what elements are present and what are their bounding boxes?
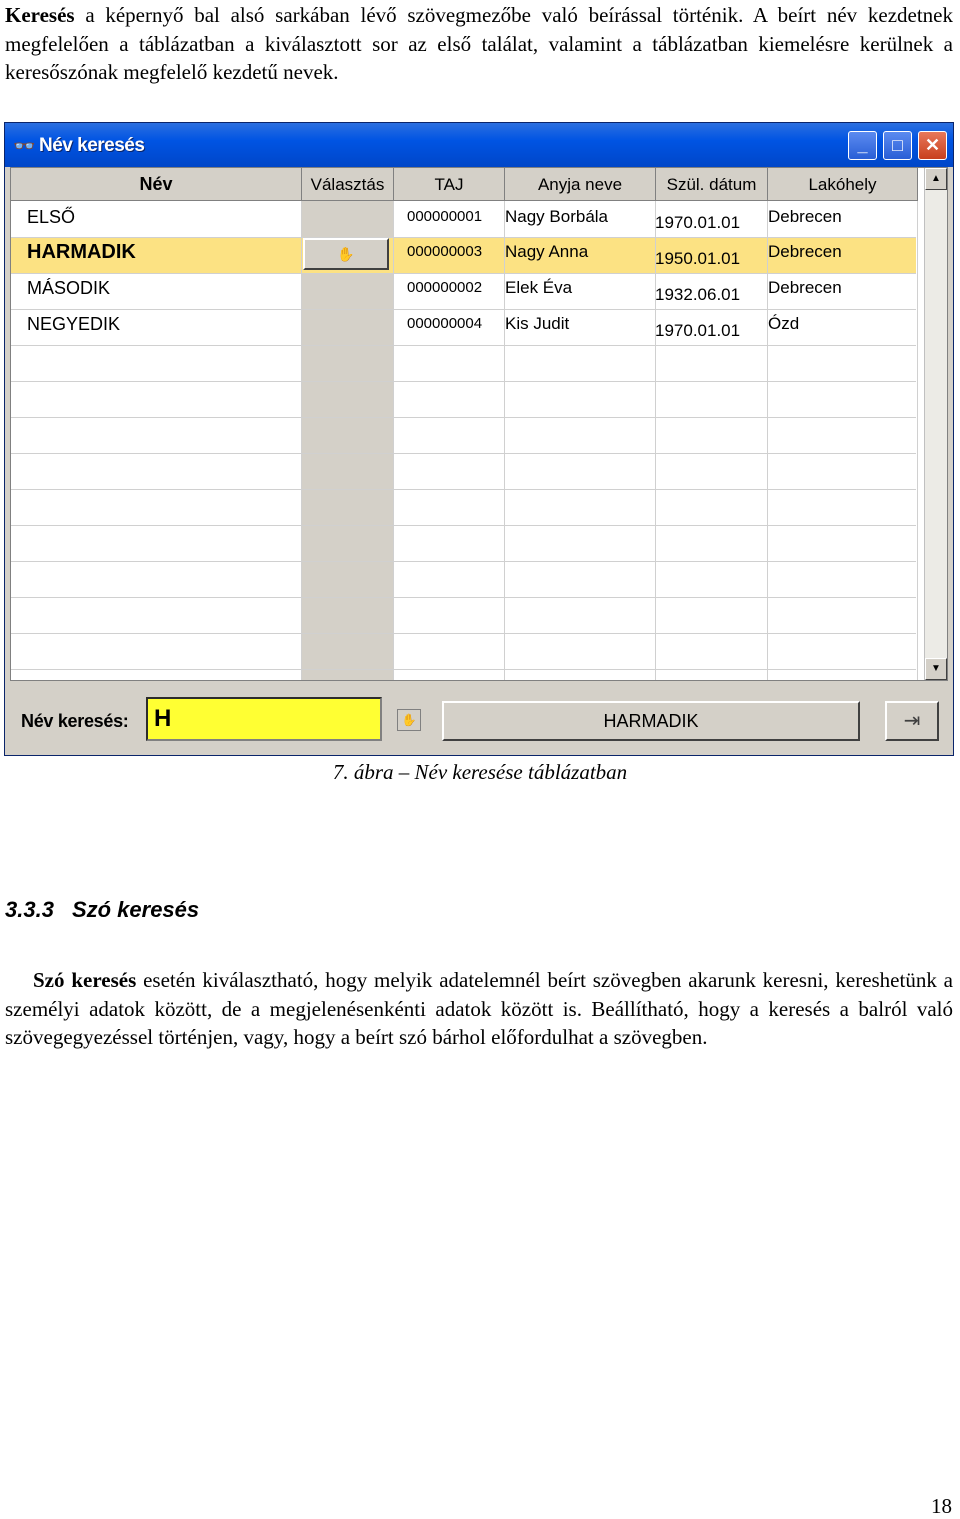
table-cell-city: Ózd	[768, 314, 800, 333]
grid-line	[11, 669, 916, 670]
column-header-taj[interactable]: TAJ	[394, 168, 505, 201]
grid-line	[917, 201, 918, 680]
grid-line	[767, 201, 768, 680]
grid-line	[393, 201, 394, 680]
page-number: 18	[931, 1494, 952, 1518]
table-cell-city: Debrecen	[768, 207, 842, 226]
grid-line	[11, 597, 916, 598]
grid-line	[11, 489, 916, 490]
grid-line	[301, 201, 302, 680]
grid-line	[11, 309, 916, 310]
exit-icon: ⇥	[903, 710, 921, 732]
section-number: 3.3.3	[5, 897, 54, 922]
table-cell-city: Debrecen	[768, 278, 842, 297]
grid-line	[655, 201, 656, 680]
table-cell-mother: Nagy Anna	[505, 242, 589, 261]
intro-paragraph	[5, 1, 953, 87]
intro-bold: Keresés	[5, 3, 75, 27]
table-cell-taj: 000000001	[407, 208, 483, 225]
window-titlebar[interactable]	[5, 123, 953, 167]
column-header-city[interactable]: Lakóhely	[768, 168, 918, 201]
table-cell-birth: 1970.01.01	[655, 321, 741, 340]
table-cell-mother: Kis Judit	[505, 314, 570, 333]
table-cell-name[interactable]: NEGYEDIK	[27, 314, 121, 334]
result-field: HARMADIK	[442, 701, 860, 741]
select-row-button[interactable]	[303, 238, 389, 270]
table-cell-mother: Elek Éva	[505, 278, 573, 297]
search-label: Név keresés:	[21, 711, 129, 731]
body-bold: Szó keresés	[33, 968, 137, 992]
body-text: esetén kiválasztható, hogy melyik adatelemnél beírt szövegben akarunk keresni, kereshetünk a személyi adatok között, de a megjelenésenkénti adatok között is. Beállítható, hogy a keresés a balról való szövegegyezéssel történjen, vagy, hogy a beírt szó bárhol előfordulhat a szövegben.	[5, 968, 953, 1049]
grid-line	[11, 633, 916, 634]
section-heading	[5, 897, 199, 923]
grid-line	[11, 345, 916, 346]
intro-text: a képernyő bal alsó sarkában lévő szövegmezőbe való beírással történik. A beírt név kezdetnek megfelelően a táblázatban a kiválasztott sor az első találat, valamint a táblázatban kiemelésre kerülnek a keresőszónak megfelelő kezdetű nevek.	[5, 3, 953, 84]
search-input[interactable]: H	[146, 697, 382, 741]
scroll-up-icon[interactable]: ▲	[925, 168, 947, 190]
table-cell-mother: Nagy Borbála	[505, 207, 609, 226]
table-cell-birth: 1950.01.01	[655, 249, 741, 268]
close-button[interactable]: ✕	[918, 131, 947, 160]
table-cell-birth: 1970.01.01	[655, 213, 741, 232]
name-search-window	[4, 122, 954, 756]
column-header-mother[interactable]: Anyja neve	[505, 168, 656, 201]
table-cell-city: Debrecen	[768, 242, 842, 261]
window-title: Név keresés	[39, 135, 145, 156]
maximize-button[interactable]: □	[883, 131, 912, 160]
column-header-name[interactable]: Név	[11, 168, 302, 201]
table-cell-birth: 1932.06.01	[655, 285, 741, 304]
table-cell-name[interactable]: MÁSODIK	[27, 278, 111, 298]
minimize-button[interactable]: _	[848, 131, 877, 160]
grid-line	[11, 273, 916, 274]
grid-line	[11, 525, 916, 526]
column-header-birth[interactable]: Szül. dátum	[656, 168, 768, 201]
select-icon: ✋	[337, 246, 355, 262]
table-cell-taj: 000000002	[407, 279, 483, 296]
table-cell-taj: 000000003	[407, 243, 483, 260]
binoculars-icon: 👓	[13, 136, 36, 156]
grid-line	[504, 201, 505, 680]
section-title: Szó keresés	[71, 897, 200, 922]
table-cell-name[interactable]: ELSŐ	[27, 207, 76, 227]
scroll-down-icon[interactable]: ▼	[925, 658, 947, 680]
grid-line	[11, 417, 916, 418]
figure-caption: 7. ábra – Név keresése táblázatban	[332, 760, 628, 784]
column-header-select[interactable]: Választás	[302, 168, 394, 201]
vertical-scrollbar[interactable]	[924, 168, 947, 680]
grid-line	[11, 381, 916, 382]
grid-line	[11, 561, 916, 562]
table-cell-taj: 000000004	[407, 315, 483, 332]
exit-button[interactable]	[885, 701, 939, 741]
grid-line	[11, 237, 916, 238]
grid-line	[11, 453, 916, 454]
body-paragraph	[5, 966, 953, 1052]
table-cell-name[interactable]: HARMADIK	[27, 241, 136, 263]
results-table	[10, 167, 948, 681]
search-icon[interactable]: ✋	[397, 709, 421, 731]
